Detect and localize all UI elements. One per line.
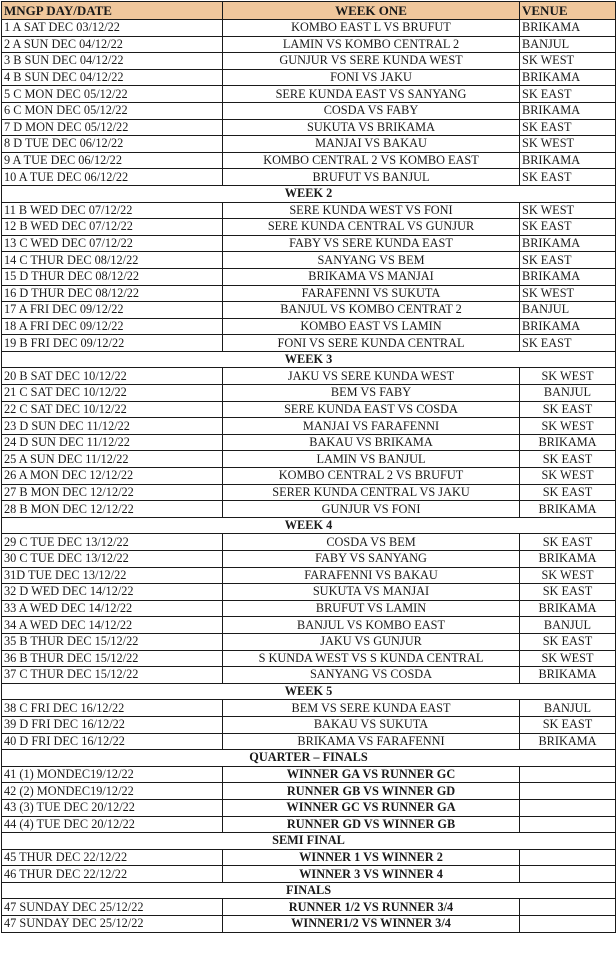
fixture-row <box>2 252 616 269</box>
fixture-row <box>2 600 616 617</box>
fixture-match: BAKAU VS SUKUTA <box>223 716 520 733</box>
fixture-match: WINNER 1 VS WINNER 2 <box>223 849 520 866</box>
fixture-date: 47 SUNDAY DEC 25/12/22 <box>2 916 223 933</box>
header-venue: VENUE <box>520 2 616 20</box>
fixture-row <box>2 285 616 302</box>
fixture-date: 25 A SUN DEC 11/12/22 <box>2 451 223 468</box>
fixture-match: COSDA VS FABY <box>223 102 520 119</box>
fixture-row <box>2 136 616 153</box>
fixture-date: 46 THUR DEC 22/12/22 <box>2 866 223 883</box>
section-heading-row <box>2 517 616 534</box>
fixture-venue: SK WEST <box>520 136 616 153</box>
fixture-match: BAKAU VS BRIKAMA <box>223 434 520 451</box>
fixture-venue: BRIKAMA <box>520 667 616 684</box>
fixture-match: FARAFENNI VS BAKAU <box>223 567 520 584</box>
fixture-row <box>2 102 616 119</box>
fixture-match: SANYANG VS COSDA <box>223 667 520 684</box>
fixture-date: 10 A TUE DEC 06/12/22 <box>2 169 223 186</box>
fixtures-table <box>1 1 616 933</box>
fixture-match: BANJUL VS KOMBO EAST <box>223 617 520 634</box>
fixture-row <box>2 69 616 86</box>
fixture-venue: BRIKAMA <box>520 69 616 86</box>
fixture-row <box>2 53 616 70</box>
fixture-row <box>2 169 616 186</box>
fixture-venue: SK EAST <box>520 716 616 733</box>
section-heading: QUARTER – FINALS <box>2 750 616 767</box>
fixture-row <box>2 617 616 634</box>
fixture-row <box>2 385 616 402</box>
fixture-row <box>2 733 616 750</box>
fixture-venue: SK EAST <box>520 169 616 186</box>
fixture-date: 34 A WED DEC 14/12/22 <box>2 617 223 634</box>
fixture-match: FONI VS JAKU <box>223 69 520 86</box>
fixture-venue: SK EAST <box>520 86 616 103</box>
fixture-date: 26 A MON DEC 12/12/22 <box>2 468 223 485</box>
fixture-venue: SK EAST <box>520 534 616 551</box>
fixture-date: 3 B SUN DEC 04/12/22 <box>2 53 223 70</box>
fixture-match: SERE KUNDA WEST VS FONI <box>223 202 520 219</box>
fixture-venue: BRIKAMA <box>520 268 616 285</box>
fixture-match: SERE KUNDA EAST VS COSDA <box>223 401 520 418</box>
fixture-row <box>2 766 616 783</box>
fixture-venue <box>520 866 616 883</box>
fixture-match: RUNNER GB VS WINNER GD <box>223 783 520 800</box>
fixture-date: 8 D TUE DEC 06/12/22 <box>2 136 223 153</box>
fixture-match: FABY VS SANYANG <box>223 551 520 568</box>
fixture-venue: BRIKAMA <box>520 20 616 37</box>
fixture-venue <box>520 783 616 800</box>
fixture-venue <box>520 849 616 866</box>
fixture-venue: BRIKAMA <box>520 551 616 568</box>
fixture-venue: SK EAST <box>520 584 616 601</box>
fixture-venue <box>520 766 616 783</box>
fixture-row <box>2 484 616 501</box>
fixture-venue: SK WEST <box>520 567 616 584</box>
fixture-venue: SK WEST <box>520 368 616 385</box>
fixture-match: FARAFENNI VS SUKUTA <box>223 285 520 302</box>
fixture-match: KOMBO CENTRAL 2 VS BRUFUT <box>223 468 520 485</box>
fixture-date: 4 B SUN DEC 04/12/22 <box>2 69 223 86</box>
fixture-venue <box>520 816 616 833</box>
section-heading: SEMI FINAL <box>2 833 616 850</box>
fixture-match: WINNER GC VS RUNNER GA <box>223 799 520 816</box>
fixture-match: SERE KUNDA EAST VS SANYANG <box>223 86 520 103</box>
fixture-venue: BANJUL <box>520 36 616 53</box>
fixture-date: 13 C WED DEC 07/12/22 <box>2 235 223 252</box>
fixture-date: 17 A FRI DEC 09/12/22 <box>2 302 223 319</box>
fixture-row <box>2 36 616 53</box>
fixture-match: KOMBO EAST L VS BRUFUT <box>223 20 520 37</box>
fixture-venue: BRIKAMA <box>520 600 616 617</box>
fixture-venue: SK WEST <box>520 53 616 70</box>
fixture-venue: SK EAST <box>520 484 616 501</box>
fixture-date: 14 C THUR DEC 08/12/22 <box>2 252 223 269</box>
fixture-date: 47 SUNDAY DEC 25/12/22 <box>2 899 223 916</box>
fixture-row <box>2 434 616 451</box>
fixture-match: LAMIN VS KOMBO CENTRAL 2 <box>223 36 520 53</box>
fixture-match: JAKU VS SERE KUNDA WEST <box>223 368 520 385</box>
fixture-date: 9 A TUE DEC 06/12/22 <box>2 152 223 169</box>
section-heading-row <box>2 750 616 767</box>
fixture-date: 37 C THUR DEC 15/12/22 <box>2 667 223 684</box>
header-row <box>2 2 616 20</box>
fixture-date: 30 C TUE DEC 13/12/22 <box>2 551 223 568</box>
fixture-venue <box>520 916 616 933</box>
fixture-match: RUNNER 1/2 VS RUNNER 3/4 <box>223 899 520 916</box>
fixture-date: 23 D SUN DEC 11/12/22 <box>2 418 223 435</box>
section-heading: WEEK 2 <box>2 185 616 202</box>
fixture-date: 38 C FRI DEC 16/12/22 <box>2 700 223 717</box>
fixture-row <box>2 368 616 385</box>
fixture-venue: SK EAST <box>520 119 616 136</box>
fixture-row <box>2 20 616 37</box>
fixture-date: 15 D THUR DEC 08/12/22 <box>2 268 223 285</box>
fixture-venue: BANJUL <box>520 700 616 717</box>
fixture-match: MANJAI VS FARAFENNI <box>223 418 520 435</box>
fixture-date: 32 D WED DEC 14/12/22 <box>2 584 223 601</box>
fixture-row <box>2 219 616 236</box>
fixture-date: 35 B THUR DEC 15/12/22 <box>2 633 223 650</box>
fixture-match: BRUFUT VS LAMIN <box>223 600 520 617</box>
fixture-match: BRIKAMA VS MANJAI <box>223 268 520 285</box>
fixture-match: S KUNDA WEST VS S KUNDA CENTRAL <box>223 650 520 667</box>
fixture-match: WINNER 3 VS WINNER 4 <box>223 866 520 883</box>
fixture-match: LAMIN VS BANJUL <box>223 451 520 468</box>
fixture-match: SANYANG VS BEM <box>223 252 520 269</box>
fixture-row <box>2 418 616 435</box>
fixture-row <box>2 716 616 733</box>
fixture-row <box>2 451 616 468</box>
fixture-match: KOMBO EAST VS LAMIN <box>223 318 520 335</box>
fixture-venue: SK WEST <box>520 202 616 219</box>
fixture-row <box>2 849 616 866</box>
fixture-venue: BRIKAMA <box>520 733 616 750</box>
fixture-match: GUNJUR VS FONI <box>223 501 520 518</box>
fixture-match: RUNNER GD VS WINNER GB <box>223 816 520 833</box>
fixture-venue: SK WEST <box>520 650 616 667</box>
section-heading-row <box>2 185 616 202</box>
fixture-row <box>2 799 616 816</box>
fixture-venue: SK EAST <box>520 401 616 418</box>
fixture-match: SUKUTA VS BRIKAMA <box>223 119 520 136</box>
fixture-match: JAKU VS GUNJUR <box>223 633 520 650</box>
fixture-match: BRUFUT VS BANJUL <box>223 169 520 186</box>
fixture-date: 40 D FRI DEC 16/12/22 <box>2 733 223 750</box>
fixture-date: 20 B SAT DEC 10/12/22 <box>2 368 223 385</box>
fixture-venue: SK EAST <box>520 252 616 269</box>
fixture-row <box>2 468 616 485</box>
fixture-row <box>2 551 616 568</box>
fixture-date: 2 A SUN DEC 04/12/22 <box>2 36 223 53</box>
fixture-venue: SK EAST <box>520 633 616 650</box>
fixture-date: 41 (1) MONDEC19/12/22 <box>2 766 223 783</box>
fixture-row <box>2 567 616 584</box>
fixture-row <box>2 119 616 136</box>
fixture-row <box>2 816 616 833</box>
fixture-venue: BRIKAMA <box>520 152 616 169</box>
fixture-match: FABY VS SERE KUNDA EAST <box>223 235 520 252</box>
fixture-date: 27 B MON DEC 12/12/22 <box>2 484 223 501</box>
fixture-date: 39 D FRI DEC 16/12/22 <box>2 716 223 733</box>
fixture-row <box>2 899 616 916</box>
fixture-row <box>2 534 616 551</box>
fixture-row <box>2 650 616 667</box>
fixture-row <box>2 584 616 601</box>
section-heading: FINALS <box>2 882 616 899</box>
section-heading-row <box>2 882 616 899</box>
fixture-date: 11 B WED DEC 07/12/22 <box>2 202 223 219</box>
fixture-venue: BRIKAMA <box>520 318 616 335</box>
fixture-venue <box>520 899 616 916</box>
fixture-date: 44 (4) TUE DEC 20/12/22 <box>2 816 223 833</box>
fixture-date: 5 C MON DEC 05/12/22 <box>2 86 223 103</box>
fixture-venue: BRIKAMA <box>520 235 616 252</box>
fixture-date: 28 B MON DEC 12/12/22 <box>2 501 223 518</box>
fixture-match: WINNER1/2 VS WINNER 3/4 <box>223 916 520 933</box>
fixture-date: 36 B THUR DEC 15/12/22 <box>2 650 223 667</box>
fixture-match: SERE KUNDA CENTRAL VS GUNJUR <box>223 219 520 236</box>
fixture-row <box>2 866 616 883</box>
fixture-row <box>2 783 616 800</box>
fixture-date: 18 A FRI DEC 09/12/22 <box>2 318 223 335</box>
fixture-match: WINNER GA VS RUNNER GC <box>223 766 520 783</box>
header-match: WEEK ONE <box>223 2 520 20</box>
section-heading-row <box>2 683 616 700</box>
fixture-date: 29 C TUE DEC 13/12/22 <box>2 534 223 551</box>
fixture-date: 31D TUE DEC 13/12/22 <box>2 567 223 584</box>
fixture-match: BEM VS FABY <box>223 385 520 402</box>
fixture-venue: SK EAST <box>520 219 616 236</box>
fixture-date: 1 A SAT DEC 03/12/22 <box>2 20 223 37</box>
fixture-date: 43 (3) TUE DEC 20/12/22 <box>2 799 223 816</box>
fixture-date: 12 B WED DEC 07/12/22 <box>2 219 223 236</box>
fixture-row <box>2 202 616 219</box>
fixture-row <box>2 667 616 684</box>
header-date: MNGP DAY/DATE <box>2 2 223 20</box>
fixture-row <box>2 501 616 518</box>
fixture-row <box>2 633 616 650</box>
section-heading-row <box>2 833 616 850</box>
fixture-date: 7 D MON DEC 05/12/22 <box>2 119 223 136</box>
fixture-row <box>2 916 616 933</box>
fixture-row <box>2 318 616 335</box>
fixture-match: FONI VS SERE KUNDA CENTRAL <box>223 335 520 352</box>
fixture-row <box>2 700 616 717</box>
fixture-match: MANJAI VS BAKAU <box>223 136 520 153</box>
fixture-row <box>2 268 616 285</box>
section-heading: WEEK 3 <box>2 351 616 368</box>
fixture-date: 16 D THUR DEC 08/12/22 <box>2 285 223 302</box>
fixture-venue: SK EAST <box>520 335 616 352</box>
fixture-date: 21 C SAT DEC 10/12/22 <box>2 385 223 402</box>
fixture-row <box>2 235 616 252</box>
fixture-date: 22 C SAT DEC 10/12/22 <box>2 401 223 418</box>
fixture-date: 42 (2) MONDEC19/12/22 <box>2 783 223 800</box>
section-heading: WEEK 5 <box>2 683 616 700</box>
fixture-venue: SK WEST <box>520 468 616 485</box>
fixtures-body <box>2 20 616 933</box>
fixture-match: COSDA VS BEM <box>223 534 520 551</box>
fixture-row <box>2 86 616 103</box>
fixture-venue: BANJUL <box>520 385 616 402</box>
fixture-match: BRIKAMA VS FARAFENNI <box>223 733 520 750</box>
section-heading-row <box>2 351 616 368</box>
fixture-row <box>2 401 616 418</box>
section-heading: WEEK 4 <box>2 517 616 534</box>
fixture-match: BANJUL VS KOMBO CENTRAT 2 <box>223 302 520 319</box>
fixture-venue: SK WEST <box>520 285 616 302</box>
fixture-row <box>2 335 616 352</box>
fixture-match: GUNJUR VS SERE KUNDA WEST <box>223 53 520 70</box>
fixture-date: 19 B FRI DEC 09/12/22 <box>2 335 223 352</box>
fixture-match: KOMBO CENTRAL 2 VS KOMBO EAST <box>223 152 520 169</box>
fixture-venue: BRIKAMA <box>520 434 616 451</box>
fixture-date: 33 A WED DEC 14/12/22 <box>2 600 223 617</box>
fixture-match: SERER KUNDA CENTRAL VS JAKU <box>223 484 520 501</box>
fixture-venue: BRIKAMA <box>520 501 616 518</box>
fixture-venue: BANJUL <box>520 302 616 319</box>
fixture-match: SUKUTA VS MANJAI <box>223 584 520 601</box>
fixture-match: BEM VS SERE KUNDA EAST <box>223 700 520 717</box>
fixture-date: 6 C MON DEC 05/12/22 <box>2 102 223 119</box>
fixture-venue: SK EAST <box>520 451 616 468</box>
fixture-venue <box>520 799 616 816</box>
fixture-venue: BANJUL <box>520 617 616 634</box>
fixture-date: 24 D SUN DEC 11/12/22 <box>2 434 223 451</box>
fixture-venue: BRIKAMA <box>520 102 616 119</box>
fixture-row <box>2 152 616 169</box>
fixture-row <box>2 302 616 319</box>
fixture-date: 45 THUR DEC 22/12/22 <box>2 849 223 866</box>
fixture-venue: SK WEST <box>520 418 616 435</box>
